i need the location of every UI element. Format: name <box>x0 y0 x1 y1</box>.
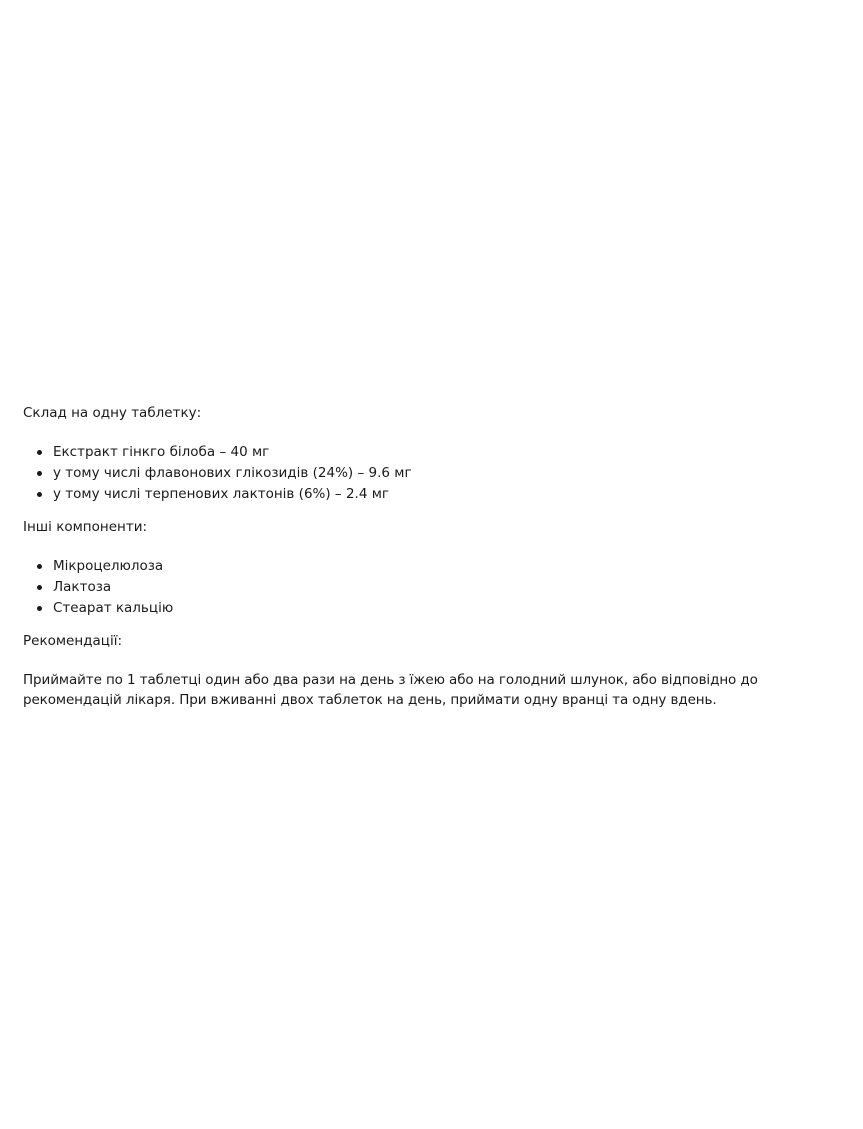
recommendations-heading: Рекомендації: <box>23 633 123 649</box>
list-item: Екстракт гінкго білоба – 40 мг <box>23 442 853 463</box>
product-description <box>23 403 853 710</box>
list-item: у тому числі флавонових глікозидів (24%) – 9.6 мг <box>23 463 853 484</box>
composition-heading: Склад на одну таблетку: <box>23 405 202 421</box>
other-components-list <box>23 556 853 619</box>
list-item: Стеарат кальцію <box>23 598 853 619</box>
list-item: у тому числі терпенових лактонів (6%) – 2.4 мг <box>23 484 853 505</box>
list-item: Лактоза <box>23 577 853 598</box>
other-components-heading: Інші компоненти: <box>23 519 148 535</box>
recommendations-text: Приймайте по 1 таблетці один або два рази на день з їжею або на голодний шлунок, або відповідно до рекомендацій лікаря. При вживанні двох таблеток на день, приймати одну вранці та одну вдень. <box>23 672 758 708</box>
list-item: Мікроцелюлоза <box>23 556 853 577</box>
composition-list <box>23 442 853 505</box>
